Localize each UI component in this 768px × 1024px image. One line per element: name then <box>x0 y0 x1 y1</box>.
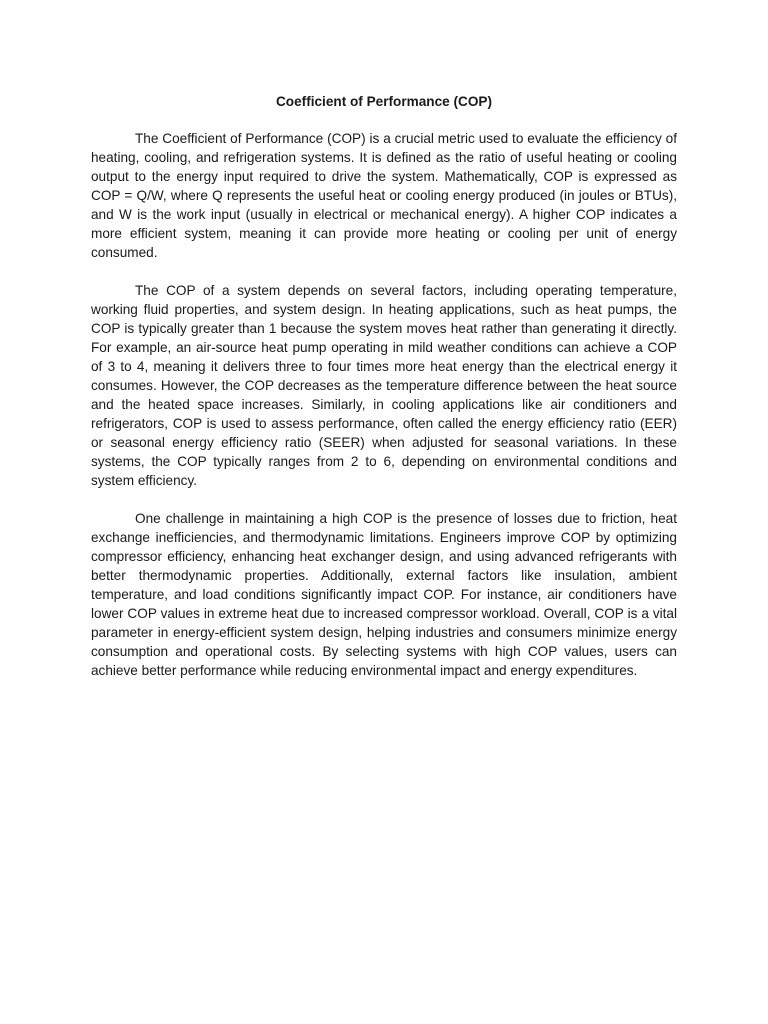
document-title: Coefficient of Performance (COP) <box>275 94 493 109</box>
paragraph-factors: The COP of a system depends on several factors, including operating temperature, working fluid properties, and system design. In heating applications, such as heat pumps, the COP is typically greater than 1 because the system moves heat rather than generating it directly. For example, an air-source heat pump operating in mild weather conditions can achieve a COP of 3 to 4, meaning it delivers three to four times more heat energy than the electrical energy it consumes. However, the COP decreases as the temperature difference between the heat source and the heated space increases. Similarly, in cooling applications like air conditioners and refrigerators, COP is used to assess performance, often called the energy efficiency ratio (EER) or seasonal energy efficiency ratio (SEER) when adjusted for seasonal variations. In these systems, the COP typically ranges from 2 to 6, depending on environmental conditions and system efficiency. <box>91 283 677 488</box>
paragraph-challenges: One challenge in maintaining a high COP is the presence of losses due to friction, heat exchange inefficiencies, and thermodynamic limitations. Engineers improve COP by optimizing compressor efficiency, enhancing heat exchanger design, and using advanced refrigerants with better thermodynamic properties. Additionally, external factors like insulation, ambient temperature, and load conditions significantly impact COP. For instance, air conditioners have lower COP values in extreme heat due to increased compressor workload. Overall, COP is a vital parameter in energy-efficient system design, helping industries and consumers minimize energy consumption and operational costs. By selecting systems with high COP values, users can achieve better performance while reducing environmental impact and energy expenditures. <box>91 511 677 678</box>
document-body <box>91 92 677 680</box>
paragraph-introduction: The Coefficient of Performance (COP) is a crucial metric used to evaluate the efficiency of heating, cooling, and refrigeration systems. It is defined as the ratio of useful heating or cooling output to the energy input required to drive the system. Mathematically, COP is expressed as COP = Q/W, where Q represents the useful heat or cooling energy produced (in joules or BTUs), and W is the work input (usually in electrical or mechanical energy). A higher COP indicates a more efficient system, meaning it can provide more heating or cooling per unit of energy consumed. <box>91 131 677 260</box>
